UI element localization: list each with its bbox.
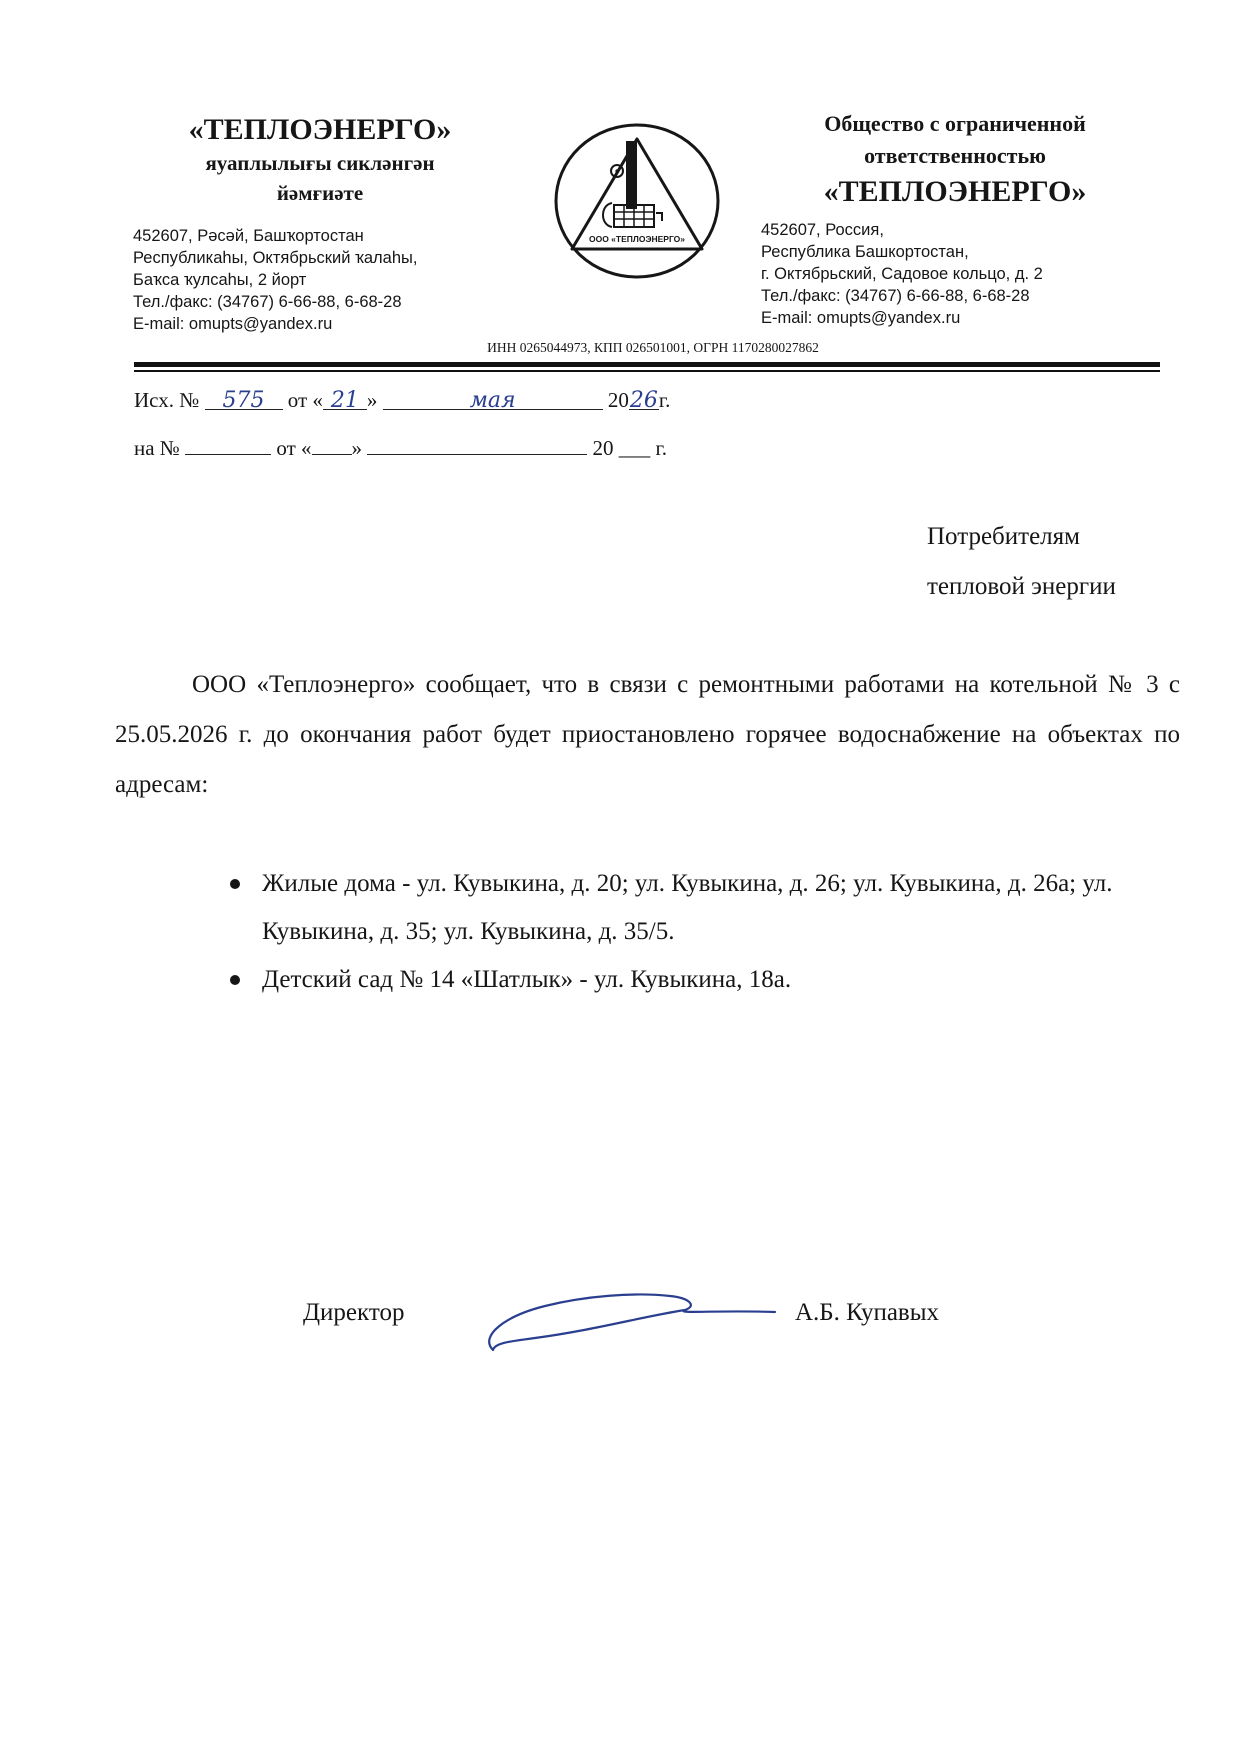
signature-stroke-icon xyxy=(475,1276,805,1360)
registration-numbers: ИНН 0265044973, КПП 026501001, ОГРН 1170280027862 xyxy=(487,340,819,355)
outgoing-month-field xyxy=(383,387,603,413)
header-divider xyxy=(134,362,1160,367)
right-address-line: 452607, Россия, xyxy=(761,221,884,239)
outgoing-number-label: Исх. № xyxy=(134,388,200,412)
outgoing-year-field xyxy=(629,387,659,413)
incoming-year-label: ___ г. xyxy=(618,436,668,460)
incoming-number-label: на № xyxy=(134,436,180,460)
right-address-line: Республика Башкортостан, xyxy=(761,243,969,261)
recipient-line-1: Потребителям xyxy=(927,523,1080,550)
left-company-subtitle-2: йәмғиәте xyxy=(276,181,364,205)
left-company-title: «ТЕПЛОЭНЕРГО» xyxy=(188,113,452,146)
outgoing-date-from-label: от « xyxy=(287,388,323,412)
incoming-year-prefix: 20 xyxy=(592,436,614,460)
incoming-month-field xyxy=(367,432,587,455)
outgoing-month-handwritten: мая xyxy=(469,388,516,413)
left-company-subtitle-1: яуаплылығы сикләнгән xyxy=(205,151,435,175)
right-letterhead xyxy=(770,108,1140,212)
outgoing-reference xyxy=(134,387,670,413)
bullet-icon xyxy=(230,879,240,889)
logo-caption: ООО «ТЕПЛОЭНЕРГО» xyxy=(588,234,686,244)
address-list xyxy=(230,860,1180,1004)
signatory-role: Директор xyxy=(303,1299,405,1326)
right-address xyxy=(761,219,1043,329)
bullet-icon xyxy=(230,975,240,985)
outgoing-number-field xyxy=(205,387,283,413)
incoming-date-from-label: от « xyxy=(276,436,312,460)
outgoing-number-handwritten: 575 xyxy=(222,388,265,413)
incoming-day-field xyxy=(312,432,352,455)
left-address-line: Тел./факс: (34767) 6-66-88, 6-68-28 xyxy=(133,293,402,311)
list-item xyxy=(230,860,1180,956)
incoming-number-field xyxy=(185,432,271,455)
handwritten-signature xyxy=(475,1276,805,1360)
letter-body xyxy=(115,660,1180,810)
outgoing-date-quote: » xyxy=(366,388,378,412)
outgoing-year-handwritten: 26 xyxy=(629,388,658,413)
company-logo xyxy=(552,121,722,281)
list-item-text: Детский сад № 14 «Шатлык» - ул. Кувыкина, 18а. xyxy=(262,966,792,993)
left-letterhead xyxy=(110,112,530,208)
left-address-line: Баҡса ҡулсаһы, 2 йорт xyxy=(133,271,307,289)
right-company-subtitle-2: ответственностью xyxy=(864,143,1046,168)
right-address-line: г. Октябрьский, Садовое кольцо, д. 2 xyxy=(761,265,1043,283)
signatory-name: А.Б. Купавых xyxy=(795,1299,940,1326)
outgoing-year-prefix: 20 xyxy=(607,388,629,412)
right-address-line: Тел./факс: (34767) 6-66-88, 6-68-28 xyxy=(761,287,1030,305)
right-company-subtitle-1: Общество с ограниченной xyxy=(824,111,1086,136)
left-address-line: 452607, Рәсәй, Башҡортостан xyxy=(133,227,364,245)
list-item xyxy=(230,956,1180,1004)
left-address-line: Республикаһы, Октябрьский ҡалаһы, xyxy=(133,249,418,267)
body-paragraph: ООО «Теплоэнерго» сообщает, что в связи с ремонтными работами на котельной № 3 с 25.05.2026 г. до окончания работ будет приостановлено горячее водоснабжение на объектах по адресам: xyxy=(115,671,1180,798)
recipient-line-2: тепловой энергии xyxy=(927,573,1116,600)
list-item-text: Жилые дома - ул. Кувыкина, д. 20; ул. Кувыкина, д. 26; ул. Кувыкина, д. 26а; ул. Кувыкина, д. 35; ул. Кувыкина, д. 35/5. xyxy=(262,870,1113,945)
outgoing-day-handwritten: 21 xyxy=(330,388,359,413)
right-address-line: E-mail: omupts@yandex.ru xyxy=(761,309,961,327)
logo-emblem-icon xyxy=(552,121,722,281)
header-divider-thin xyxy=(134,370,1160,372)
left-address-line: E-mail: omupts@yandex.ru xyxy=(133,315,333,333)
incoming-reference xyxy=(134,432,667,461)
right-company-title: «ТЕПЛОЭНЕРГО» xyxy=(823,175,1087,208)
recipient-block xyxy=(927,512,1116,612)
incoming-date-quote: » xyxy=(351,436,363,460)
outgoing-year-label: г. xyxy=(658,388,671,412)
left-address xyxy=(133,225,417,335)
outgoing-day-field xyxy=(323,387,367,413)
